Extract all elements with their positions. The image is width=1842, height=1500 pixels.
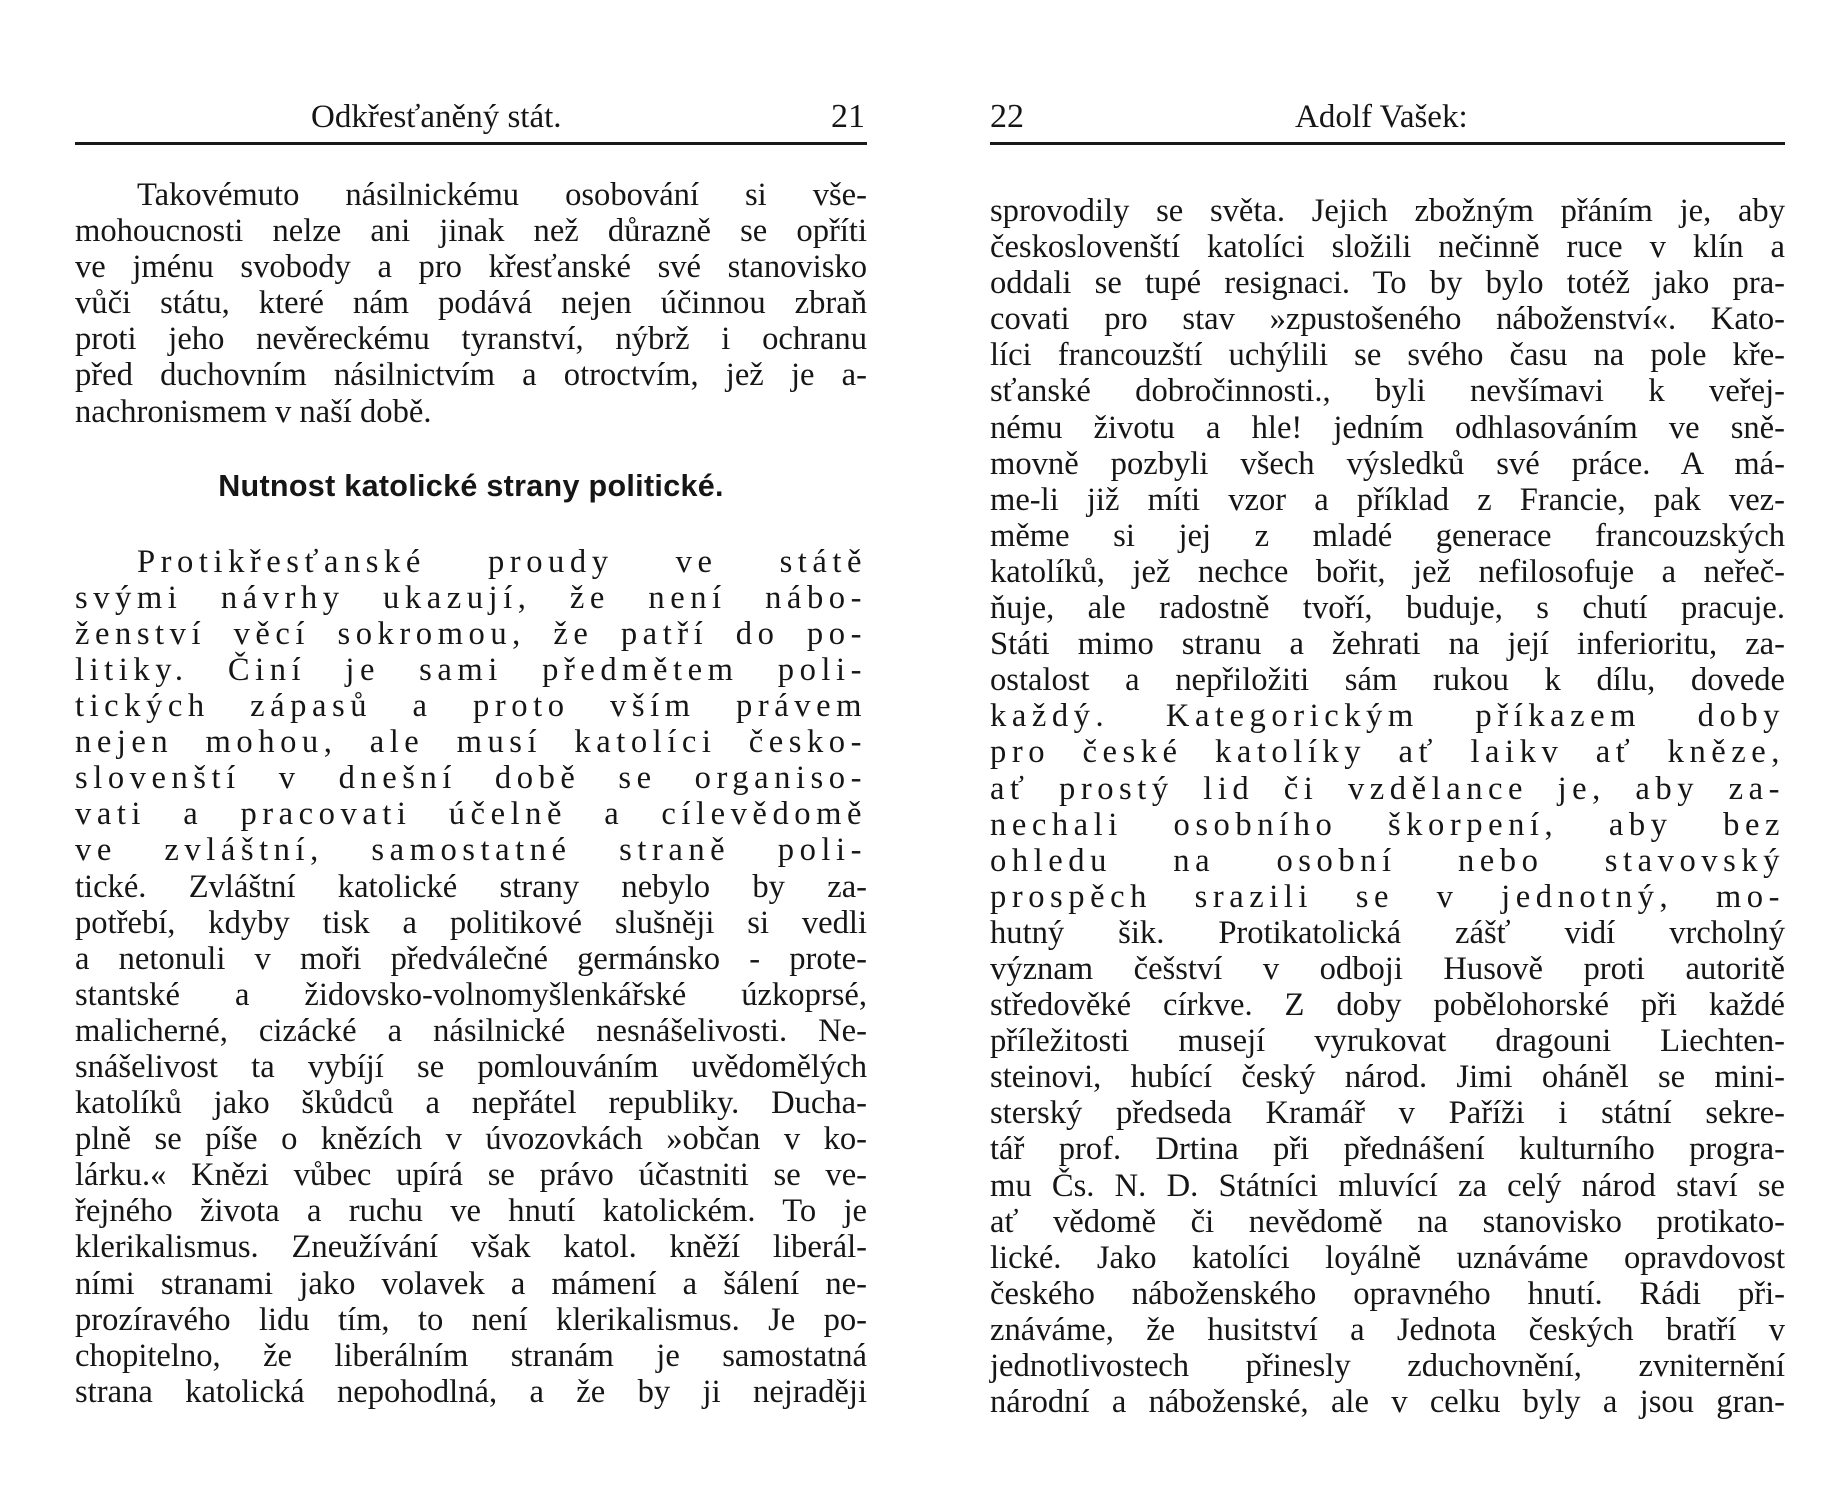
text-line: ohledu na osobní nebo stavovský	[990, 842, 1785, 879]
text-line: steinovi, hubící český národ. Jimi oháněl se mini-	[990, 1059, 1785, 1096]
text-line: prozíravého lidu tím, to není klerikalismus. Je po-	[75, 1301, 867, 1338]
text-line: národní a náboženské, ale v celku byly a jsou gran-	[990, 1384, 1785, 1421]
text-line: znáváme, že husitství a Jednota českých bratří v	[990, 1311, 1785, 1348]
left-page-body	[75, 177, 867, 1410]
text-line: stantské a židovsko-volnomyšlenkářské úzkoprsé,	[75, 976, 867, 1013]
text-line: oddali se tupé resignaci. To by bylo totéž jako pra-	[990, 265, 1785, 302]
text-line: líci francouzští uchýlili se svého času na pole kře-	[990, 337, 1785, 374]
text-line: ať prostý lid či vzdělance je, aby za-	[990, 770, 1785, 807]
text-line: svými návrhy ukazují, že není nábo-	[75, 579, 867, 616]
text-line: movně pozbyli všech výsledků své práce. A má-	[990, 445, 1785, 482]
text-line: potřebí, kdyby tisk a politikové slušněji si vedli	[75, 904, 867, 941]
text-line: sťanské dobročinnosti., byli nevšímavi k veřej-	[990, 373, 1785, 410]
page-number: 21	[831, 98, 865, 135]
text-line: nejen mohou, ale musí katolíci česko-	[75, 724, 867, 761]
text-line: klerikalismus. Zneužívání však katol. kněží liberál-	[75, 1229, 867, 1266]
running-title: Odkřesťaněný stát.	[311, 99, 562, 135]
text-line: sprovodily se světa. Jejich zbožným přáním je, aby	[990, 193, 1785, 229]
text-line: tické. Zvláštní katolické strany nebylo by za-	[75, 868, 867, 905]
text-line: hutný šik. Protikatolická zášť vidí vrcholný	[990, 914, 1785, 951]
text-line: středověké církve. Z doby pobělohorské při každé	[990, 987, 1785, 1024]
text-line: proti jeho nevěreckému tyranství, nýbrž i ochranu	[75, 321, 867, 358]
text-line: snášelivost ta vybíjí se pomlouváním uvědomělých	[75, 1048, 867, 1085]
text-line: me-li již míti vzor a příklad z Francie, pak vez-	[990, 481, 1785, 518]
text-line: sterský předseda Kramář v Paříži i státní sekre-	[990, 1095, 1785, 1132]
text-line: tických zápasů a proto vším právem	[75, 688, 867, 725]
text-line: měme si jej z mladé generace francouzských	[990, 517, 1785, 554]
text-line: Takovémuto násilnickému osobování si vše-	[137, 177, 867, 213]
page-number: 22	[990, 98, 1024, 135]
running-title: Adolf Vašek:	[1295, 99, 1468, 135]
paragraph	[75, 544, 867, 1410]
paragraph	[75, 177, 867, 430]
text-line: každý. Kategorickým příkazem doby	[990, 698, 1785, 735]
text-line: ve zvláštní, samostatné straně poli-	[75, 832, 867, 869]
text-line: řejného života a ruchu ve hnutí katolickém. To je	[75, 1193, 867, 1230]
text-line: tář prof. Drtina při přednášení kulturního progra-	[990, 1131, 1785, 1168]
text-line: a netonuli v moři předválečné germánsko - prote-	[75, 940, 867, 977]
text-line: Protikřesťanské proudy ve státě	[137, 543, 867, 580]
text-line: strana katolická nepohodlná, a že by ji nejraději	[75, 1373, 867, 1410]
left-page-header	[75, 96, 867, 145]
text-line: příležitosti musejí vyrukovat dragouni Liechten-	[990, 1023, 1785, 1060]
text-line: chopitelno, že liberálním stranám je samostatná	[75, 1337, 867, 1374]
text-line: ve jménu svobody a pro křesťanské své stanovisko	[75, 249, 867, 286]
text-line: katolíků jako škůdců a nepřátel republiky. Ducha-	[75, 1085, 867, 1122]
text-line: covati pro stav »zpustošeného náboženství«. Kato-	[990, 301, 1785, 338]
text-line: ostalost a nepřiložiti sám rukou k dílu, dovede	[990, 662, 1785, 699]
text-line: ními stranami jako volavek a mámení a šálení ne-	[75, 1265, 867, 1302]
text-line: vůči státu, které nám podává nejen účinnou zbraň	[75, 285, 867, 322]
text-line: mu Čs. N. D. Státníci mluvící za celý národ staví se	[990, 1167, 1785, 1204]
text-line: Státi mimo stranu a žehrati na její inferioritu, za-	[990, 626, 1785, 663]
text-line: lické. Jako katolíci loyálně uznáváme opravdovost	[990, 1239, 1785, 1276]
text-line: nachronismem v naší době.	[75, 393, 432, 430]
text-line: nechali osobního škorpení, aby bez	[990, 806, 1785, 843]
right-page-body	[990, 193, 1785, 1420]
text-line: českého náboženského opravného hnutí. Rádi při-	[990, 1275, 1785, 1312]
text-line: ženství věcí sokromou, že patří do po-	[75, 615, 867, 652]
text-line: lárku.« Knězi vůbec upírá se právo účastniti se ve-	[75, 1157, 867, 1194]
section-heading: Nutnost katolické strany politické.	[218, 468, 724, 503]
text-line: katolíků, jež nechce bořit, jež nefilosofuje a neřeč-	[990, 553, 1785, 590]
text-line: malicherné, cizácké a násilnické nesnášelivosti. Ne-	[75, 1012, 867, 1049]
text-line: nému životu a hle! jedním odhlasováním ve sně-	[990, 409, 1785, 446]
text-line: před duchovním násilnictvím a otroctvím, jež je a-	[75, 357, 867, 394]
text-line: slovenští v dnešní době se organiso-	[75, 760, 867, 797]
text-line: ať vědomě či nevědomě na stanovisko protikato-	[990, 1203, 1785, 1240]
text-line: prospěch srazili se v jednotný, mo-	[990, 878, 1785, 915]
text-line: jednotlivostech přinesly zduchovnění, zvniternění	[990, 1348, 1785, 1384]
text-line: vati a pracovati účelně a cílevědomě	[75, 796, 867, 833]
text-line: pro české katolíky ať laikv ať kněze,	[990, 734, 1785, 771]
text-line: českoslovenští katolíci složili nečinně ruce v klín a	[990, 229, 1785, 266]
text-line: mohoucnosti nelze ani jinak než důrazně se opříti	[75, 213, 867, 250]
text-line: litiky. Činí je sami předmětem poli-	[75, 651, 867, 688]
text-line: plně se píše o knězích v úvozovkách »občan v ko-	[75, 1121, 867, 1158]
right-page-header	[990, 96, 1785, 145]
text-line: význam češství v odboji Husově proti autoritě	[990, 950, 1785, 987]
text-line: ňuje, ale radostně tvoří, buduje, s chutí pracuje.	[990, 590, 1785, 627]
